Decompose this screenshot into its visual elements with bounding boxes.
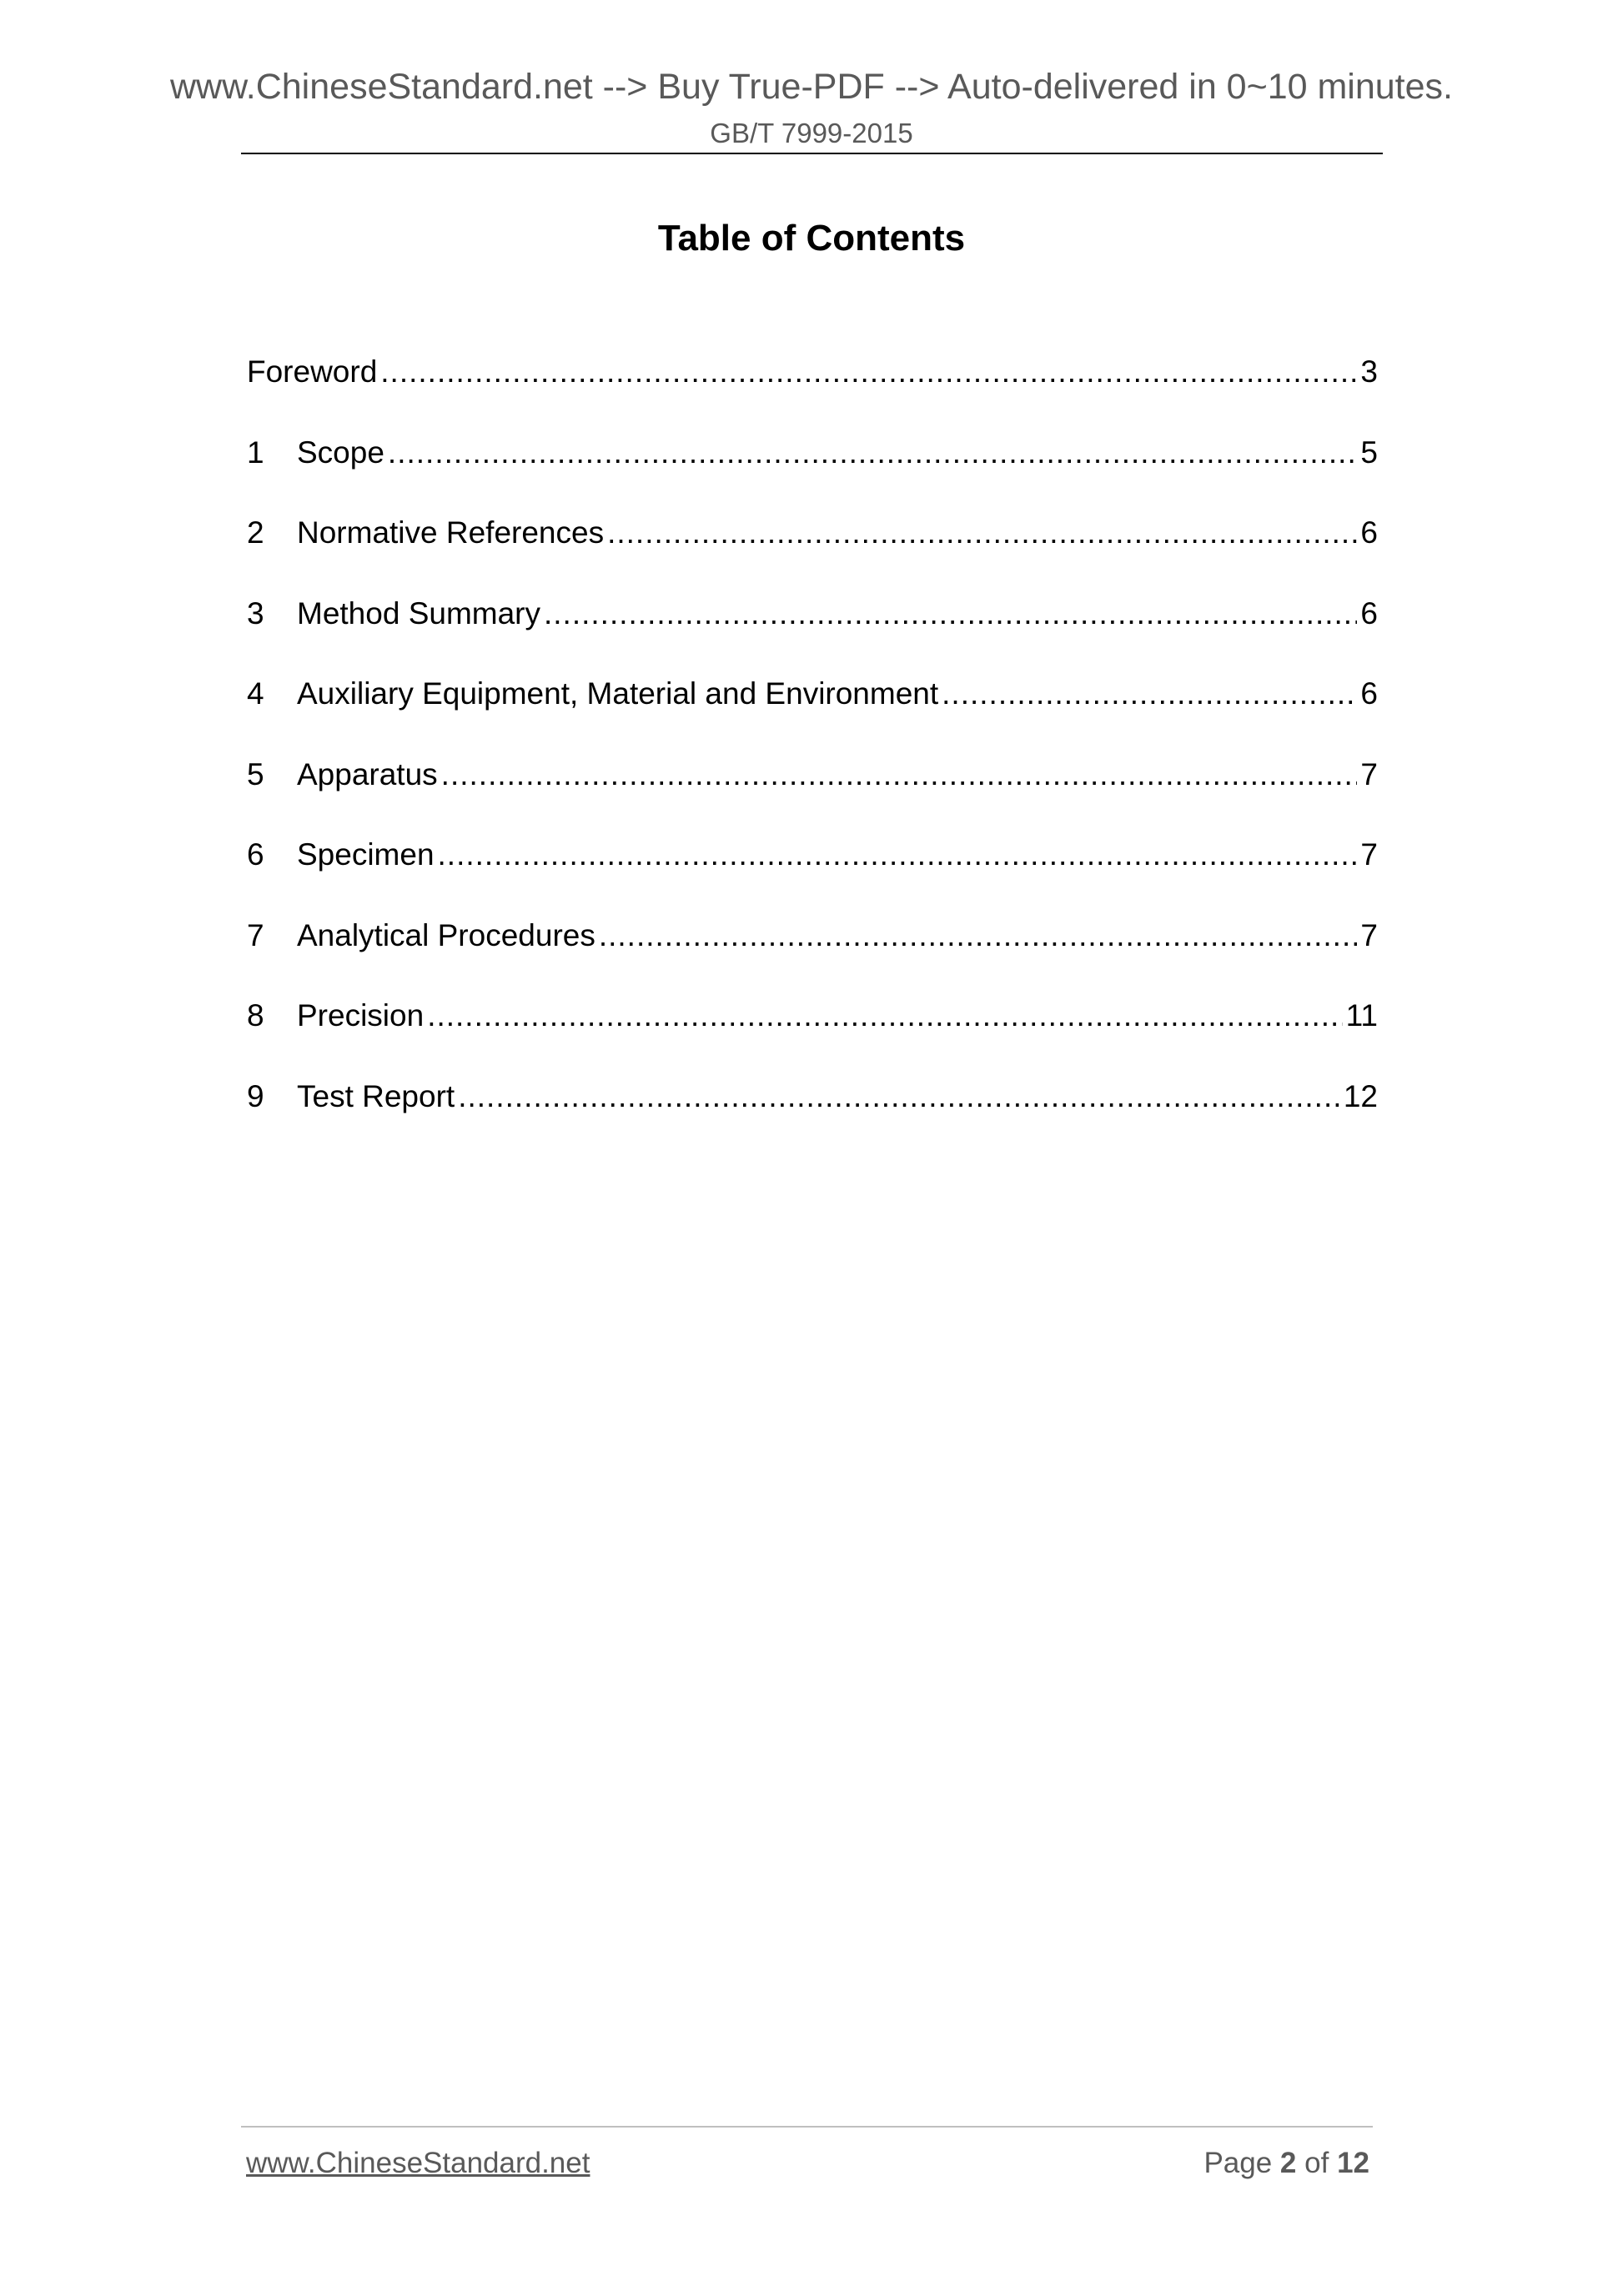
- toc-entry-text: Normative References: [297, 515, 605, 550]
- toc-entry-text: Auxiliary Equipment, Material and Environment: [297, 676, 939, 711]
- toc-entry-page: 7: [1360, 917, 1378, 952]
- toc-entry-precision[interactable]: [247, 994, 1378, 1075]
- toc-dot-leader: [942, 672, 1357, 716]
- toc-entry-page: 7: [1360, 756, 1378, 791]
- toc-entry-analytical-procedures[interactable]: [247, 914, 1378, 995]
- total-pages: 12: [1337, 2147, 1369, 2179]
- toc-entry-auxiliary-equipment[interactable]: [247, 672, 1378, 753]
- header-divider: [241, 153, 1383, 154]
- standard-code: GB/T 7999-2015: [710, 118, 913, 148]
- toc-entry-page: 6: [1360, 676, 1378, 711]
- toc-entry-number: 4: [247, 676, 264, 711]
- toc-dot-leader: [607, 511, 1357, 555]
- footer-page-number: [1203, 2145, 1369, 2182]
- toc-entry-page: 3: [1360, 354, 1378, 389]
- page-label: Page: [1203, 2147, 1273, 2179]
- toc-dot-leader: [599, 914, 1358, 957]
- toc-entry-number: 6: [247, 837, 264, 872]
- footer-divider: [241, 2126, 1373, 2128]
- toc-entry-page: 7: [1360, 837, 1378, 872]
- toc-entry-number: 5: [247, 756, 264, 791]
- toc-dot-leader: [438, 833, 1358, 877]
- toc-entry-text: Scope: [297, 435, 384, 470]
- toc-entry-number: 1: [247, 435, 264, 470]
- footer-website-link[interactable]: www.ChineseStandard.net: [246, 2147, 590, 2179]
- toc-entry-page: 6: [1360, 595, 1378, 631]
- toc-entry-text: Foreword: [247, 354, 378, 389]
- toc-entry-text: Test Report: [297, 1078, 455, 1113]
- toc-entry-normative-references[interactable]: [247, 511, 1378, 592]
- toc-entry-text: Precision: [297, 998, 425, 1032]
- toc-entry-page: 11: [1345, 998, 1378, 1032]
- toc-entry-page: 12: [1343, 1078, 1378, 1113]
- toc-dot-leader: [380, 350, 1357, 394]
- toc-entry-page: 5: [1360, 435, 1378, 470]
- toc-entry-text: Analytical Procedures: [297, 917, 595, 952]
- toc-dot-leader: [441, 753, 1358, 796]
- toc-entry-scope[interactable]: [247, 431, 1378, 512]
- toc-entry-text: Method Summary: [297, 595, 540, 631]
- toc-entry-text: Apparatus: [297, 756, 438, 791]
- header-banner: www.ChineseStandard.net --> Buy True-PDF --> Auto-delivered in 0~10 minutes.: [169, 67, 1453, 107]
- toc-entry-foreword[interactable]: [247, 350, 1378, 431]
- toc-entry-method-summary[interactable]: [247, 592, 1378, 673]
- toc-entry-number: 9: [247, 1078, 264, 1113]
- toc-entry-test-report[interactable]: [247, 1075, 1378, 1156]
- toc-entry-number: 3: [247, 595, 264, 631]
- toc-list: [247, 350, 1378, 1155]
- current-page: 2: [1279, 2147, 1297, 2179]
- toc-entry-number: 2: [247, 515, 264, 550]
- toc-dot-leader: [388, 431, 1358, 475]
- toc-dot-leader: [458, 1075, 1340, 1118]
- toc-dot-leader: [427, 994, 1342, 1037]
- toc-entry-number: 8: [247, 998, 264, 1032]
- toc-dot-leader: [544, 592, 1357, 636]
- toc-entry-text: Specimen: [297, 837, 435, 872]
- page-of-label: of: [1304, 2147, 1329, 2179]
- toc-entry-specimen[interactable]: [247, 833, 1378, 914]
- toc-title: Table of Contents: [657, 218, 966, 259]
- toc-entry-number: 7: [247, 917, 264, 952]
- toc-entry-page: 6: [1360, 515, 1378, 550]
- toc-entry-apparatus[interactable]: [247, 753, 1378, 834]
